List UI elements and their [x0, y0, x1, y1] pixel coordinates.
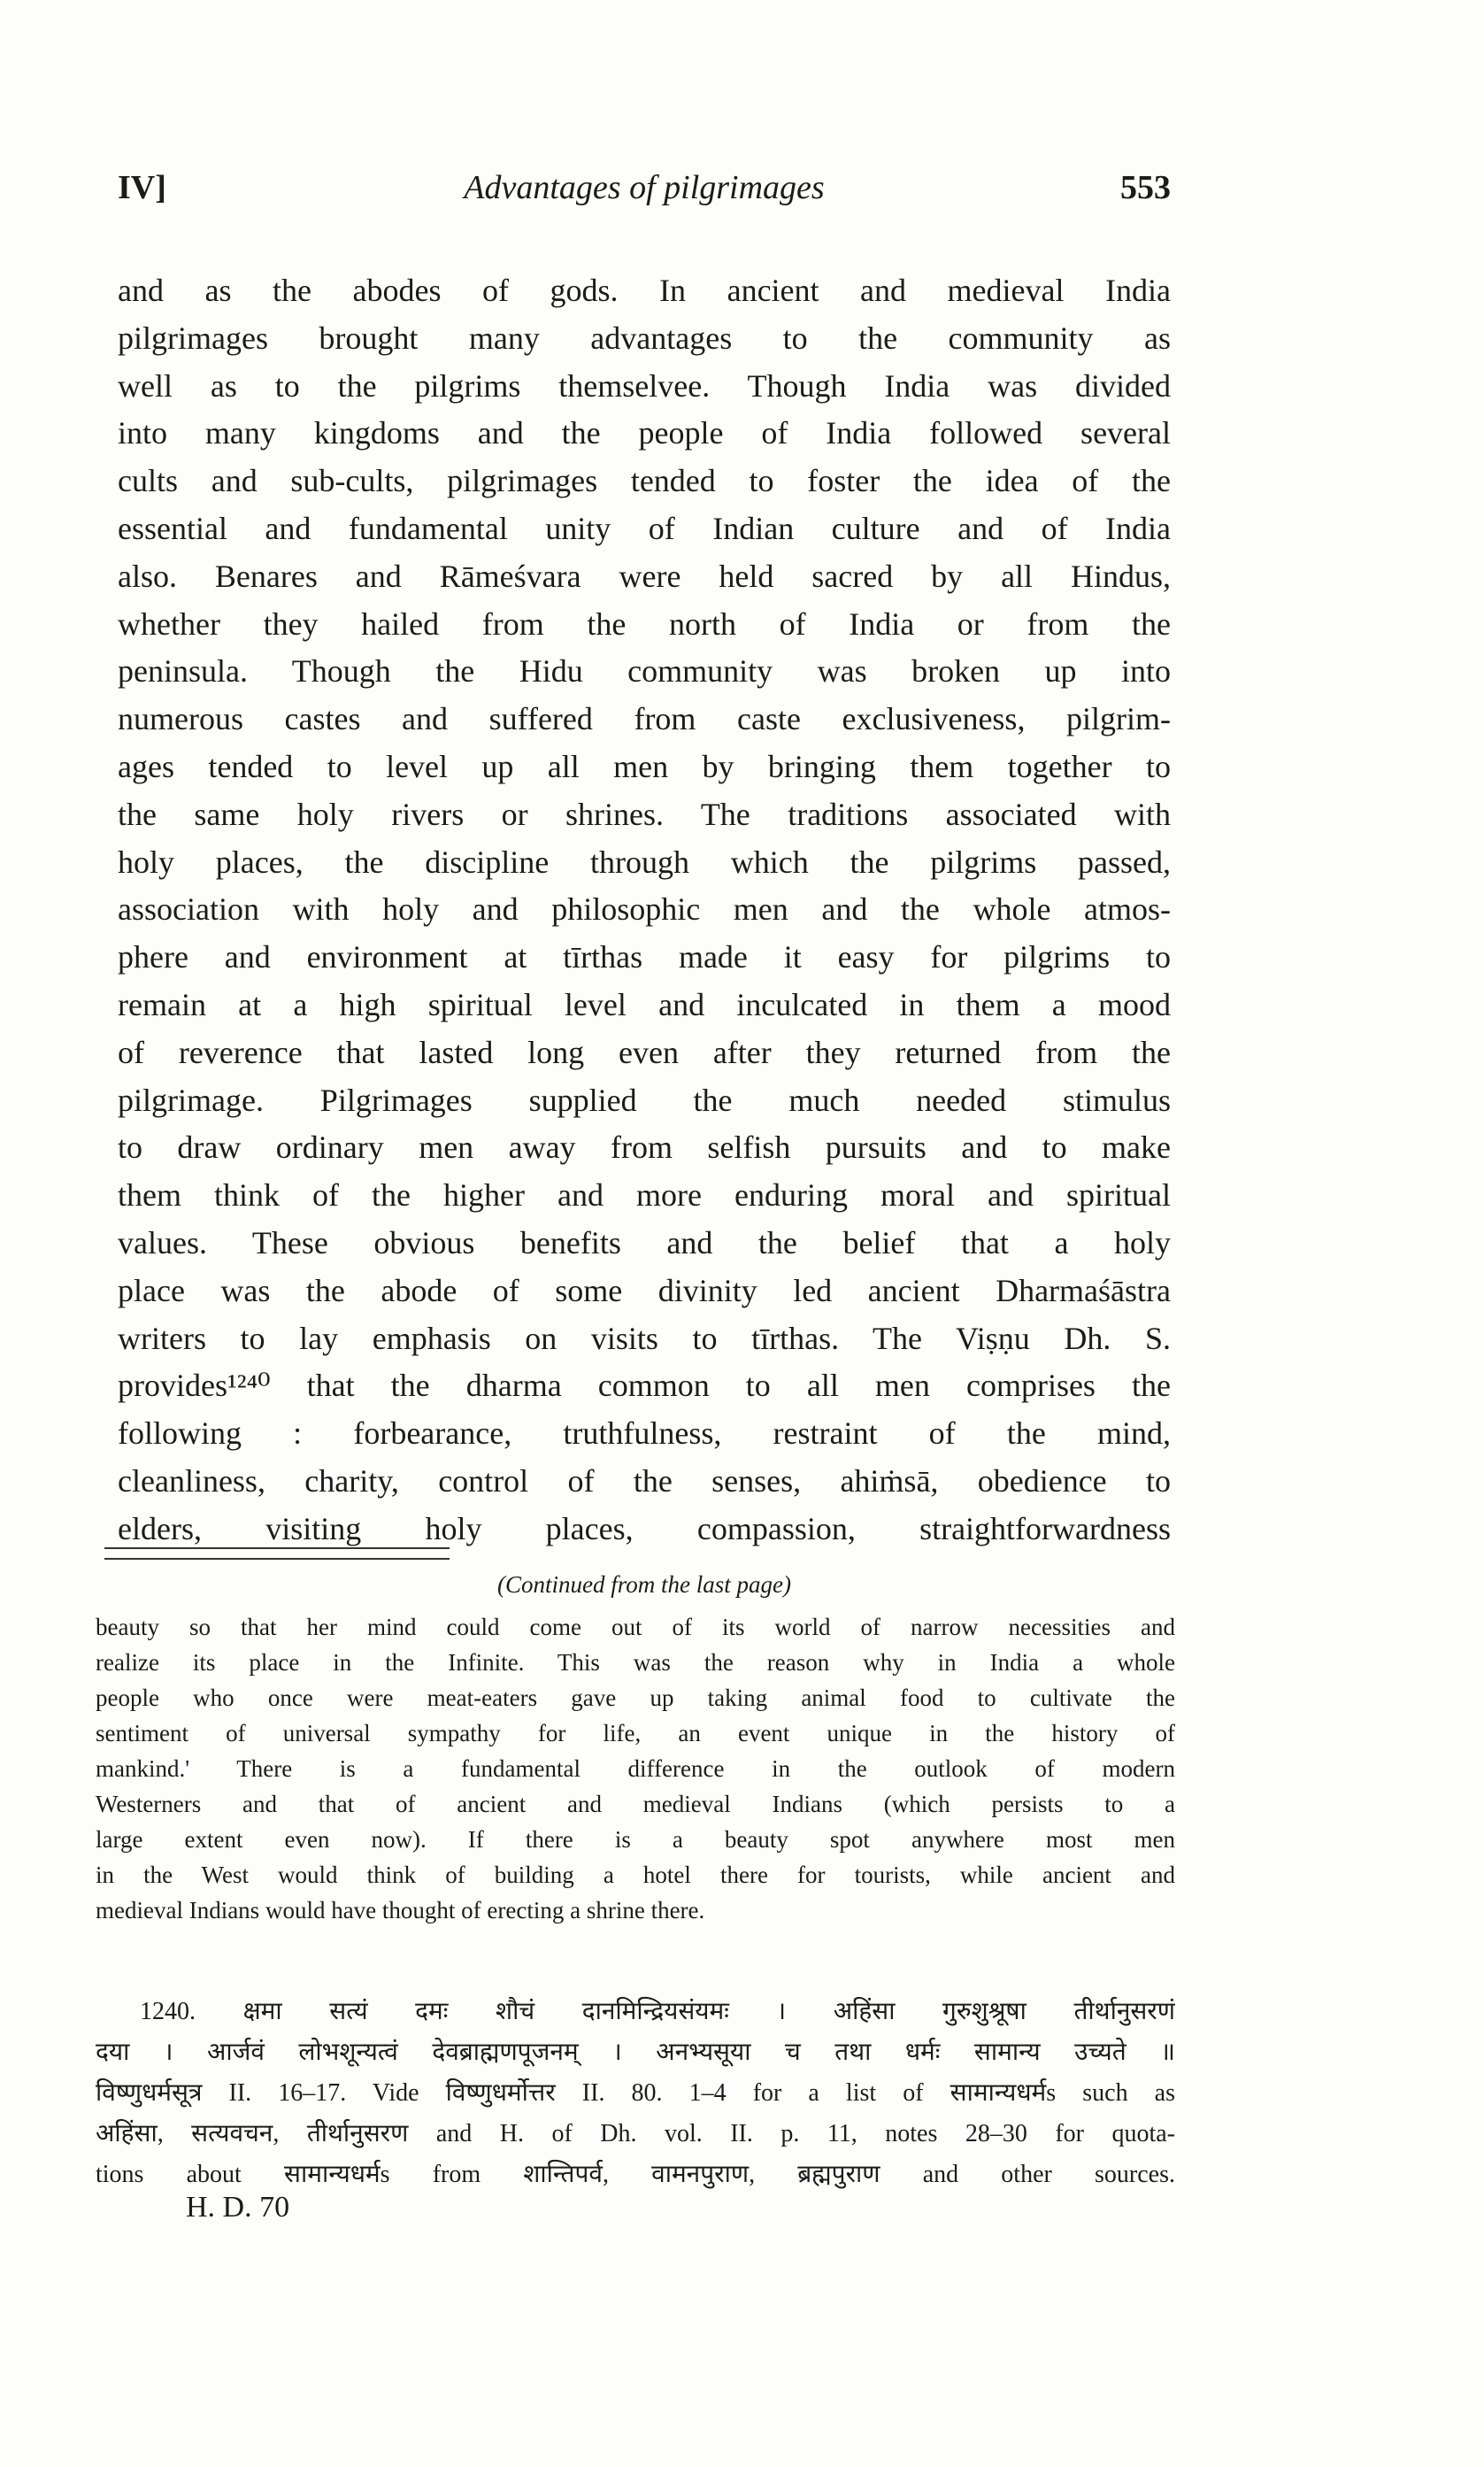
- footnote-line: tions about सामान्यधर्मs from शान्तिपर्व, वामनपुराण, ब्रह्मपुराण and other sources.: [96, 2161, 1175, 2188]
- body-line: them think of the higher and more enduring moral and spiritual: [118, 1177, 1171, 1214]
- body-line: holy places, the discipline through which the pilgrims passed,: [118, 844, 1171, 880]
- body-line: pilgrimage. Pilgrimages supplied the much needed stimulus: [118, 1082, 1171, 1118]
- footnote-line: beauty so that her mind could come out of its world of narrow necessities and: [96, 1614, 1175, 1640]
- signature-mark: H. D. 70: [186, 2191, 290, 2224]
- footnote-separator: [104, 1547, 450, 1560]
- body-line: whether they hailed from the north of India or from the: [118, 605, 1171, 642]
- body-line: remain at a high spiritual level and inculcated in them a mood: [118, 986, 1171, 1022]
- running-head: [118, 168, 1171, 221]
- body-line: place was the abode of some divinity led ancient Dharmaśāstra: [118, 1272, 1171, 1308]
- body-line: elders, visiting holy places, compassion, straightforwardness: [118, 1510, 1171, 1546]
- page-number: 553: [1120, 169, 1171, 206]
- body-line: also. Benares and Rāmeśvara were held sacred by all Hindus,: [118, 558, 1171, 594]
- footnote-line: in the West would think of building a hotel there for tourists, while ancient and: [96, 1862, 1175, 1888]
- footnote-line: medieval Indians would have thought of erecting a shrine there.: [96, 1897, 705, 1923]
- body-line: ages tended to level up all men by bringing them together to: [118, 748, 1171, 784]
- footnote-line: 1240. क्षमा सत्यं दमः शौचं दानमिन्द्रियसंयमः । अहिंसा गुरुशुश्रूषा तीर्थानुसरणं: [140, 1998, 1175, 2025]
- footnote-line: Westerners and that of ancient and medieval Indians (which persists to a: [96, 1791, 1175, 1817]
- body-line: of reverence that lasted long even after they returned from the: [118, 1034, 1171, 1070]
- footnote-line: दया । आर्जवं लोभशून्यत्वं देवब्राह्मणपूजनम् । अनभ्यसूया च तथा धर्मः सामान्य उच्यते ॥: [96, 2039, 1175, 2066]
- body-line: following : forbearance, truthfulness, restraint of the mind,: [118, 1415, 1171, 1452]
- footnote-line: विष्णुधर्मसूत्र II. 16–17. Vide विष्णुधर्मोत्तर II. 80. 1–4 for a list of सामान्यधर्मs such as: [96, 2079, 1175, 2107]
- body-line: into many kingdoms and the people of India followed several: [118, 415, 1171, 451]
- body-line: to draw ordinary men away from selfish pursuits and to make: [118, 1129, 1171, 1166]
- body-line: essential and fundamental unity of Indian culture and of India: [118, 510, 1171, 546]
- body-line: the same holy rivers or shrines. The traditions associated with: [118, 796, 1171, 832]
- footnote-line: अहिंसा, सत्यवचन, तीर्थानुसरण and H. of Dh. vol. II. p. 11, notes 28–30 for quota-: [96, 2120, 1175, 2147]
- footnote-line: people who once were meat-eaters gave up taking animal food to cultivate the: [96, 1684, 1175, 1711]
- footnote-continued-caption: (Continued from the last page): [497, 1571, 791, 1598]
- footnote-line: realize its place in the Infinite. This was the reason why in India a whole: [96, 1649, 1175, 1676]
- footnote-line: mankind.' There is a fundamental difference in the outlook of modern: [96, 1755, 1175, 1782]
- footnote-line: sentiment of universal sympathy for life, an event unique in the history of: [96, 1720, 1175, 1746]
- body-line: peninsula. Though the Hidu community was broken up into: [118, 653, 1171, 690]
- body-line: numerous castes and suffered from caste exclusiveness, pilgrim-: [118, 701, 1171, 737]
- body-line: pilgrimages brought many advantages to the community as: [118, 320, 1171, 356]
- main-paragraph: [118, 267, 1171, 1553]
- body-line: cults and sub-cults, pilgrimages tended to foster the idea of the: [118, 463, 1171, 499]
- body-line: and as the abodes of gods. In ancient and medieval India: [118, 273, 1171, 308]
- footnote-line: large extent even now). If there is a beauty spot anywhere most men: [96, 1826, 1175, 1853]
- body-line: cleanliness, charity, control of the senses, ahiṁsā, obedience to: [118, 1462, 1171, 1499]
- body-line: well as to the pilgrims themselvee. Though India was divided: [118, 367, 1171, 404]
- body-line: provides¹²⁴⁰ that the dharma common to all men comprises the: [118, 1368, 1171, 1404]
- running-title: Advantages of pilgrimages: [464, 169, 825, 206]
- footnote-continuation: [96, 1609, 1175, 1928]
- body-line: phere and environment at tīrthas made it easy for pilgrims to: [118, 939, 1171, 975]
- body-line: writers to lay emphasis on visits to tīrthas. The Viṣṇu Dh. S.: [118, 1320, 1171, 1356]
- body-line: values. These obvious benefits and the belief that a holy: [118, 1224, 1171, 1260]
- body-line: association with holy and philosophic men and the whole atmos-: [118, 891, 1171, 928]
- chapter-marker: IV]: [118, 169, 166, 206]
- footnote-1240: [96, 1992, 1175, 2195]
